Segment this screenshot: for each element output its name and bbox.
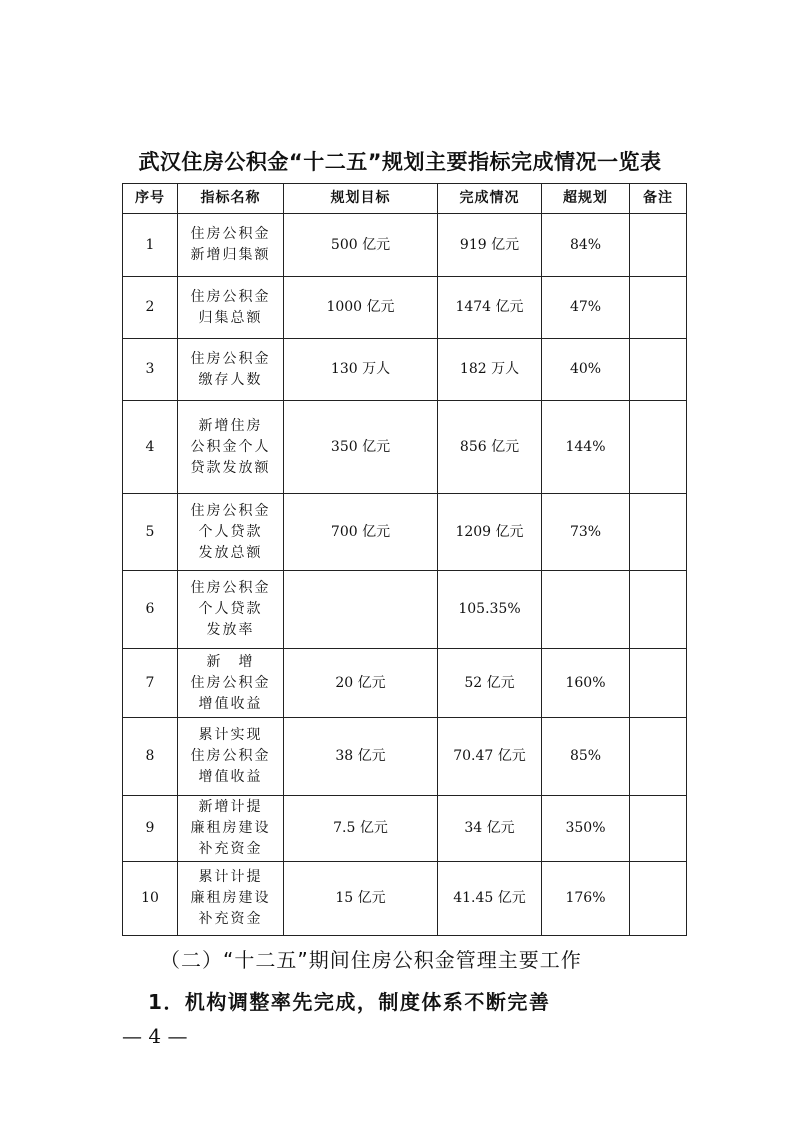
row-name-line: 住房公积金 <box>190 350 271 367</box>
row-name <box>178 796 284 862</box>
row-name <box>178 494 284 571</box>
row-actual: 1474 亿元 <box>438 277 542 339</box>
row-actual: 105.35% <box>438 571 542 649</box>
row-no: 6 <box>123 571 178 649</box>
row-note <box>630 862 687 936</box>
header-actual: 完成情况 <box>438 184 542 214</box>
row-name-line: 公积金个人 <box>190 438 271 455</box>
row-no: 3 <box>123 339 178 401</box>
row-actual: 919 亿元 <box>438 214 542 277</box>
row-name-line: 个人贷款 <box>198 523 263 540</box>
row-target: 7.5 亿元 <box>284 796 438 862</box>
row-name-line: 发放率 <box>206 622 255 638</box>
table-row <box>123 718 687 796</box>
row-name <box>178 649 284 718</box>
table-header-row <box>123 184 687 214</box>
row-name-line: 累计计提 <box>198 869 263 885</box>
row-exceed: 47% <box>542 277 630 339</box>
row-note <box>630 796 687 862</box>
row-name-line: 住房公积金 <box>190 226 271 242</box>
row-exceed <box>542 571 630 649</box>
row-target: 20 亿元 <box>284 649 438 718</box>
row-exceed: 40% <box>542 339 630 401</box>
header-note: 备注 <box>630 184 687 214</box>
row-name <box>178 718 284 796</box>
row-exceed: 85% <box>542 718 630 796</box>
header-no: 序号 <box>123 184 178 214</box>
row-name-line: 住房公积金 <box>190 502 271 519</box>
row-no: 2 <box>123 277 178 339</box>
row-exceed: 144% <box>542 401 630 494</box>
row-note <box>630 214 687 277</box>
table-row <box>123 494 687 571</box>
row-name-line: 新增住房 <box>198 417 263 434</box>
header-name: 指标名称 <box>178 184 284 214</box>
row-name-line: 补充资金 <box>198 841 263 857</box>
table-title: 武汉住房公积金“十二五”规划主要指标完成情况一览表 <box>138 150 662 174</box>
row-no: 1 <box>123 214 178 277</box>
row-target: 1000 亿元 <box>284 277 438 339</box>
row-note <box>630 277 687 339</box>
row-actual: 52 亿元 <box>438 649 542 718</box>
row-no: 10 <box>123 862 178 936</box>
row-target: 700 亿元 <box>284 494 438 571</box>
row-actual: 34 亿元 <box>438 796 542 862</box>
row-actual: 1209 亿元 <box>438 494 542 571</box>
row-name-line: 归集总额 <box>198 309 263 326</box>
row-name-line: 增值收益 <box>198 769 263 785</box>
row-target <box>284 571 438 649</box>
row-actual: 70.47 亿元 <box>438 718 542 796</box>
row-note <box>630 649 687 718</box>
row-name-line: 新 增 <box>206 653 255 670</box>
row-note <box>630 339 687 401</box>
row-name <box>178 339 284 401</box>
table-row <box>123 571 687 649</box>
row-no: 9 <box>123 796 178 862</box>
row-name-line: 新增计提 <box>198 799 263 815</box>
row-name-line: 住房公积金 <box>190 288 271 305</box>
row-target: 130 万人 <box>284 339 438 401</box>
row-note <box>630 494 687 571</box>
row-exceed: 350% <box>542 796 630 862</box>
table-row <box>123 401 687 494</box>
row-no: 8 <box>123 718 178 796</box>
header-target: 规划目标 <box>284 184 438 214</box>
row-name-line: 累计实现 <box>198 727 263 743</box>
row-name-line: 发放总额 <box>198 544 263 561</box>
row-exceed: 176% <box>542 862 630 936</box>
row-exceed: 73% <box>542 494 630 571</box>
table-row <box>123 277 687 339</box>
table-row <box>123 862 687 936</box>
header-exceed: 超规划 <box>542 184 630 214</box>
table-row <box>123 649 687 718</box>
row-actual: 41.45 亿元 <box>438 862 542 936</box>
row-note <box>630 718 687 796</box>
row-name-line: 廉租房建设 <box>190 820 271 836</box>
table-row <box>123 796 687 862</box>
row-exceed: 84% <box>542 214 630 277</box>
row-name-line: 贷款发放额 <box>190 459 271 476</box>
row-target: 38 亿元 <box>284 718 438 796</box>
row-name <box>178 277 284 339</box>
row-note <box>630 401 687 494</box>
row-name-line: 新增归集额 <box>190 247 271 263</box>
row-target: 350 亿元 <box>284 401 438 494</box>
row-name-line: 住房公积金 <box>190 580 271 596</box>
row-name <box>178 401 284 494</box>
row-name-line: 补充资金 <box>198 911 263 927</box>
row-name-line: 个人贷款 <box>198 601 263 617</box>
page-number: — 4 — <box>122 1024 188 1048</box>
row-name <box>178 571 284 649</box>
row-target: 15 亿元 <box>284 862 438 936</box>
row-target: 500 亿元 <box>284 214 438 277</box>
sub-heading: 1．机构调整率先完成，制度体系不断完善 <box>148 990 551 1014</box>
indicator-table <box>122 183 687 936</box>
row-actual: 182 万人 <box>438 339 542 401</box>
row-name-line: 缴存人数 <box>198 371 263 388</box>
row-no: 5 <box>123 494 178 571</box>
table-row <box>123 214 687 277</box>
row-no: 7 <box>123 649 178 718</box>
row-no: 4 <box>123 401 178 494</box>
row-name-line: 增值收益 <box>198 695 263 712</box>
section-heading: （二）“十二五”期间住房公积金管理主要工作 <box>160 948 582 972</box>
table-row <box>123 339 687 401</box>
row-actual: 856 亿元 <box>438 401 542 494</box>
row-name-line: 住房公积金 <box>190 674 271 691</box>
row-exceed: 160% <box>542 649 630 718</box>
row-name <box>178 214 284 277</box>
row-name-line: 住房公积金 <box>190 748 271 764</box>
row-name-line: 廉租房建设 <box>190 890 271 906</box>
row-note <box>630 571 687 649</box>
row-name <box>178 862 284 936</box>
